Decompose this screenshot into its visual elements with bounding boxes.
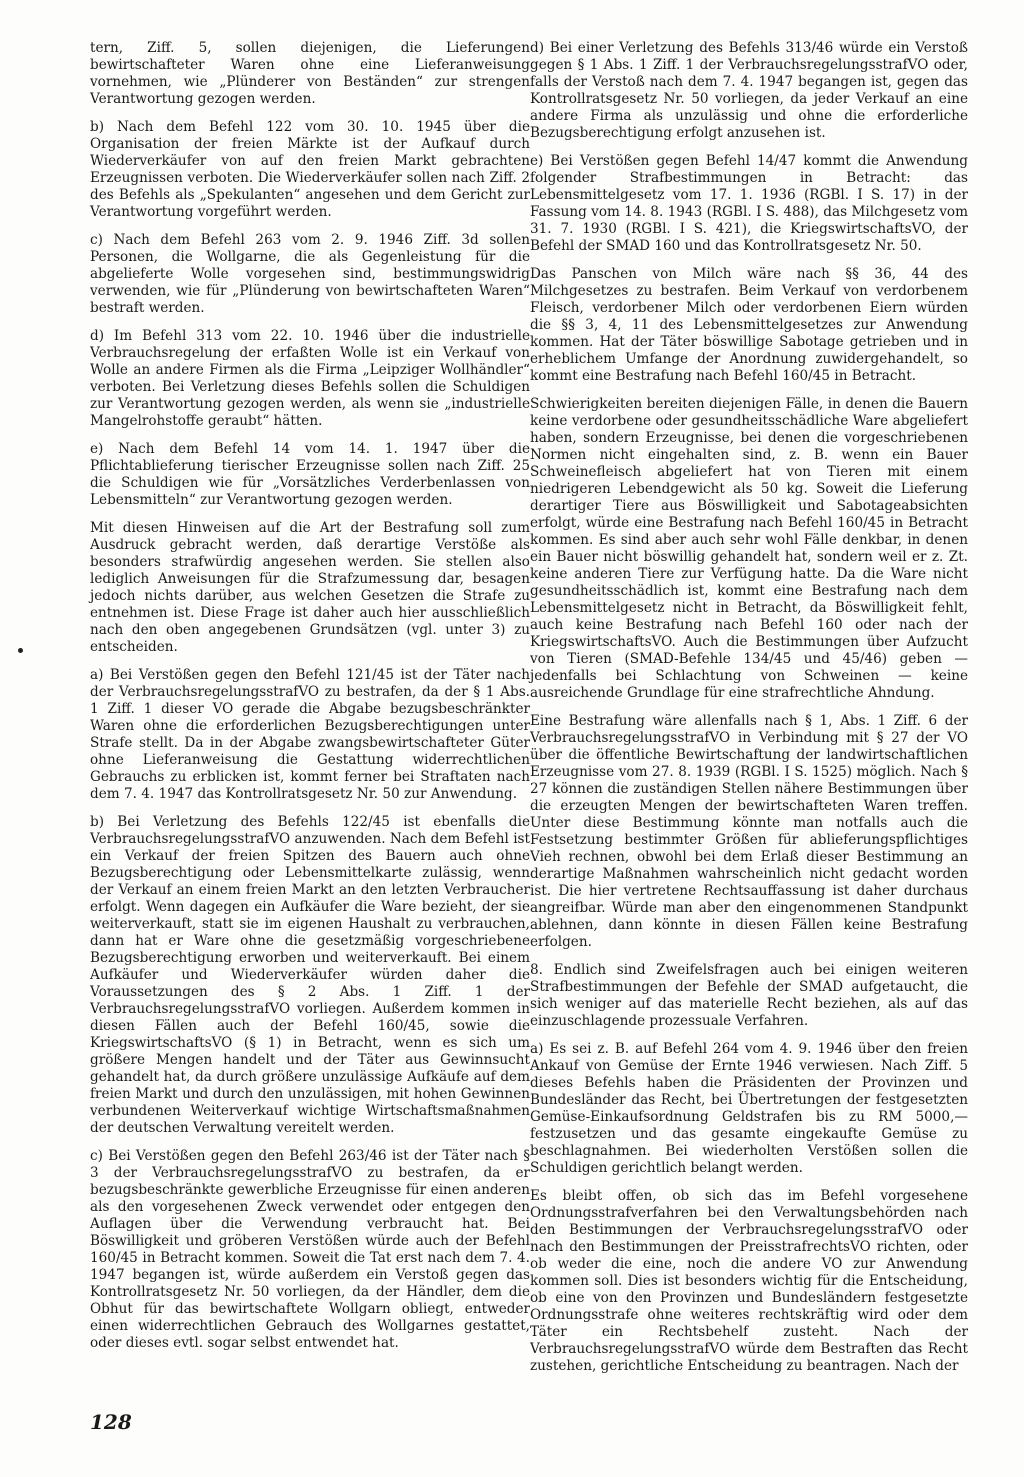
left-paragraph-9: c) Bei Verstößen gegen den Befehl 263/46 ist der Täter nach § 3 der VerbrauchsregelungsstrafVO zu bestrafen, da er bezugsbeschränkte gewerbliche Erzeugnisse für einen anderen als den vorgesehenen Zweck verwendet oder entgegen den Auflagen über die Verwendung verbraucht hat. Bei Böswilligkeit und gröberen Verstößen würde auch der Befehl 160/45 in Betracht kommen. Soweit die Tat erst nach dem 7. 4. 1947 begangen ist, würde außerdem ein Verstoß gegen das Kontrollratsgesetz Nr. 50 vorliegen, da der Händler, dem die Obhut für das bewirtschaftete Wollgarn obliegt, entweder einen widerrechtlichen Gebrauch des Wollgarnes gestattet, oder dieses evtl. sogar selbst entwendet hat. bbox=[90, 1148, 530, 1351]
right-paragraph-1: d) Bei einer Verletzung des Befehls 313/46 würde ein Verstoß gegen § 1 Abs. 1 Ziff. 1 der VerbrauchsregelungsstrafVO oder, falls der Verstoß nach dem 7. 4. 1947 begangen ist, gegen das Kontrollratsgesetz Nr. 50 vorliegen, da jeder Verkauf an eine andere Firma als unzulässig und ohne die erforderliche Bezugsberechtigung erfolgt anzusehen ist. bbox=[530, 40, 968, 141]
left-paragraph-1: tern, Ziff. 5, sollen diejenigen, die Lieferungen bewirtschafteter Waren ohne eine Lieferanweisung vornehmen, wie „Plünderer von Beständen“ zur strengen Verantwortung gezogen werden. bbox=[90, 40, 530, 107]
margin-dot bbox=[18, 648, 23, 653]
right-paragraph-2: e) Bei Verstößen gegen Befehl 14/47 kommt die Anwendung folgender Strafbestimmungen in Betracht: das Lebensmittelgesetz vom 17. 1. 1936 (RGBl. I S. 17) in der Fassung vom 14. 8. 1943 (RGBl. I S. 488), das Milchgesetz vom 31. 7. 1930 (RGBl. I S. 421), die KriegswirtschaftsVO, der Befehl der SMAD 160 und das Kontrollratsgesetz Nr. 50. bbox=[530, 153, 968, 254]
left-column bbox=[90, 40, 530, 1363]
right-paragraph-5: Eine Bestrafung wäre allenfalls nach § 1, Abs. 1 Ziff. 6 der VerbrauchsregelungsstrafVO in Verbindung mit § 27 der VO über die öffentliche Bewirtschaftung der landwirtschaftlichen Erzeugnisse vom 27. 8. 1939 (RGBl. I S. 1525) möglich. Nach § 27 können die zuständigen Stellen nähere Bestimmungen über die erzeugten Mengen der bewirtschafteten Waren treffen. Unter diese Bestimmung könnte man notfalls auch die Festsetzung bestimmter Größen für ablieferungspflichtiges Vieh rechnen, obwohl bei dem Erlaß dieser Bestimmung an derartige Maßnahmen wahrscheinlich nicht gedacht worden ist. Die hier vertretene Rechtsauffassung ist daher durchaus angreifbar. Würde man aber den eingenommenen Standpunkt ablehnen, dann könnte in diesen Fällen keine Bestrafung erfolgen. bbox=[530, 713, 968, 950]
left-paragraph-3: c) Nach dem Befehl 263 vom 2. 9. 1946 Ziff. 3d sollen Personen, die Wollgarne, die als Gegenleistung für die abgelieferte Wolle vorgesehen sind, bestimmungswidrig verwenden, wie für „Plünderung von bewirtschafteten Waren“ bestraft werden. bbox=[90, 232, 530, 316]
left-paragraph-4: d) Im Befehl 313 vom 22. 10. 1946 über die industrielle Verbrauchsregelung der erfaßten Wolle ist ein Verkauf von Wolle an andere Firmen als die Firma „Leipziger Wollhändler“ verboten. Bei Verletzung dieses Befehls sollen die Schuldigen zur Verantwortung gezogen werden, als wenn sie „industrielle Mangelrohstoffe geraubt“ hätten. bbox=[90, 328, 530, 429]
left-paragraph-2: b) Nach dem Befehl 122 vom 30. 10. 1945 über die Organisation der freien Märkte ist der Aufkauf durch Wiederverkäufer von auf den freien Markt gebrachten Erzeugnissen verboten. Die Wiederverkäufer sollen nach Ziff. 2 des Befehls als „Spekulanten“ angesehen und dem Gericht zur Verantwortung vorgeführt werden. bbox=[90, 119, 530, 220]
right-paragraph-4: Schwierigkeiten bereiten diejenigen Fälle, in denen die Bauern keine verdorbene oder gesundheitsschädliche Ware abgeliefert haben, sondern Erzeugnisse, bei denen die vorgeschriebenen Normen nicht eingehalten sind, z. B. wenn ein Bauer Schweinefleisch abgeliefert hat von Tieren mit einem niedrigeren Lebendgewicht als 50 kg. Soweit die Lieferung derartiger Tiere aus Böswilligkeit und Sabotageabsichten erfolgt, würde eine Bestrafung nach Befehl 160/45 in Betracht kommen. Es sind aber auch sehr wohl Fälle denkbar, in denen ein Bauer nicht böswillig gehandelt hat, sondern weil er z. Zt. keine anderen Tiere zur Verfügung hatte. Da die Ware nicht gesundheitsschädlich ist, kommt eine Bestrafung nach dem Lebensmittelgesetz nicht in Betracht, da Böswilligkeit fehlt, auch keine Bestrafung nach Befehl 160 oder nach der KriegswirtschaftsVO. Auch die Bestimmungen über Aufzucht von Tieren (SMAD-Befehle 134/45 und 45/46) geben — jedenfalls bei Schlachtung von Schweinen — keine ausreichende Grundlage für eine strafrechtliche Ahndung. bbox=[530, 396, 968, 701]
left-paragraph-5: e) Nach dem Befehl 14 vom 14. 1. 1947 über die Pflichtablieferung tierischer Erzeugnisse sollen nach Ziff. 25 die Schuldigen wie für „Vorsätzliches Verderbenlassen von Lebensmitteln“ zur Verantwortung gezogen werden. bbox=[90, 441, 530, 508]
right-column bbox=[530, 40, 968, 1386]
right-paragraph-8: Es bleibt offen, ob sich das im Befehl vorgesehene Ordnungsstrafverfahren bei den Verwaltungsbehörden nach den Bestimmungen der VerbrauchsregelungsstrafVO oder nach den Bestimmungen der PreisstrafrechtsVO richten, oder ob weder die eine, noch die andere VO zur Anwendung kommen soll. Dies ist besonders wichtig für die Entscheidung, ob eine von den Provinzen und Bundesländern festgesetzte Ordnungsstrafe ohne weiteres rechtskräftig wird oder dem Täter ein Rechtsbehelf zusteht. Nach der VerbrauchsregelungsstrafVO würde dem Bestraften das Recht zustehen, gerichtliche Entscheidung zu beantragen. Nach der bbox=[530, 1188, 968, 1374]
page-number: 128 bbox=[90, 1410, 132, 1434]
right-paragraph-7: a) Es sei z. B. auf Befehl 264 vom 4. 9. 1946 über den freien Ankauf von Gemüse der Ernte 1946 verwiesen. Nach Ziff. 5 dieses Befehls haben die Präsidenten der Provinzen und Bundesländer das Recht, bei Übertretungen der festgesetzten Gemüse-Einkaufsordnung Geldstrafen bis zu RM 5000,— festzusetzen und das gesamte eingekaufte Gemüse zu beschlagnahmen. Bei wiederholten Verstößen sollen die Schuldigen gerichtlich belangt werden. bbox=[530, 1041, 968, 1176]
right-paragraph-6: 8. Endlich sind Zweifelsfragen auch bei einigen weiteren Strafbestimmungen der Befehle der SMAD aufgetaucht, die sich weniger auf das materielle Recht beziehen, als auf das einzuschlagende prozessuale Verfahren. bbox=[530, 962, 968, 1029]
left-paragraph-8: b) Bei Verletzung des Befehls 122/45 ist ebenfalls die VerbrauchsregelungsstrafVO anzuwenden. Nach dem Befehl ist ein Verkauf der freien Spitzen des Bauern auch ohne Bezugsberechtigung oder Lebensmittelkarte zulässig, wenn der Verkauf an einem freien Markt an den letzten Verbraucher erfolgt. Wenn dagegen ein Aufkäufer die Ware bezieht, der sie weiterverkauft, statt sie im eigenen Haushalt zu verbrauchen, dann hat er Ware ohne die gesetzmäßig vorgeschriebene Bezugsberechtigung erworben und weiterverkauft. Bei einem Aufkäufer und Wiederverkäufer würden daher die Voraussetzungen des § 2 Abs. 1 Ziff. 1 der VerbrauchsregelungsstrafVO vorliegen. Außerdem kommen in diesen Fällen auch der Befehl 160/45, sowie die KriegswirtschaftsVO (§ 1) in Betracht, wenn es sich um größere Mengen handelt und der Täter aus Gewinnsucht gehandelt hat, da durch größere unzulässige Aufkäufe auf dem freien Markt und durch den unzulässigen, mit hohen Gewinnen verbundenen Weiterverkauf wichtige Wirtschaftsmaßnahmen der deutschen Verwaltung vereitelt werden. bbox=[90, 814, 530, 1136]
left-paragraph-6: Mit diesen Hinweisen auf die Art der Bestrafung soll zum Ausdruck gebracht werden, daß derartige Verstöße als besonders strafwürdig angesehen werden. Sie stellen also lediglich Anweisungen für die Strafzumessung dar, besagen jedoch nichts darüber, aus welchen Gesetzen die Strafe zu entnehmen ist. Diese Frage ist daher auch hier ausschließlich nach den oben angegebenen Grundsätzen (vgl. unter 3) zu entscheiden. bbox=[90, 520, 530, 655]
right-paragraph-3: Das Panschen von Milch wäre nach §§ 36, 44 des Milchgesetzes zu bestrafen. Beim Verkauf von verdorbenem Fleisch, verdorbener Milch oder verdorbenen Eiern würden die §§ 3, 4, 11 des Lebensmittelgesetzes zur Anwendung kommen. Hat der Täter böswillige Sabotage getrieben und in erheblichem Umfange der Anordnung zuwidergehandelt, so kommt eine Bestrafung nach Befehl 160/45 in Betracht. bbox=[530, 266, 968, 384]
left-paragraph-7: a) Bei Verstößen gegen den Befehl 121/45 ist der Täter nach der VerbrauchsregelungsstrafVO zu bestrafen, da der § 1 Abs. 1 Ziff. 1 dieser VO gerade die Abgabe bezugsbeschränkter Waren ohne die erforderlichen Bezugsberechtigungen unter Strafe stellt. Da in der Abgabe zwangsbewirtschafteter Güter ohne Lieferanweisung die Gestattung widerrechtlichen Gebrauchs zu erblicken ist, kommt ferner bei Straftaten nach dem 7. 4. 1947 das Kontrollratsgesetz Nr. 50 zur Anwendung. bbox=[90, 667, 530, 802]
